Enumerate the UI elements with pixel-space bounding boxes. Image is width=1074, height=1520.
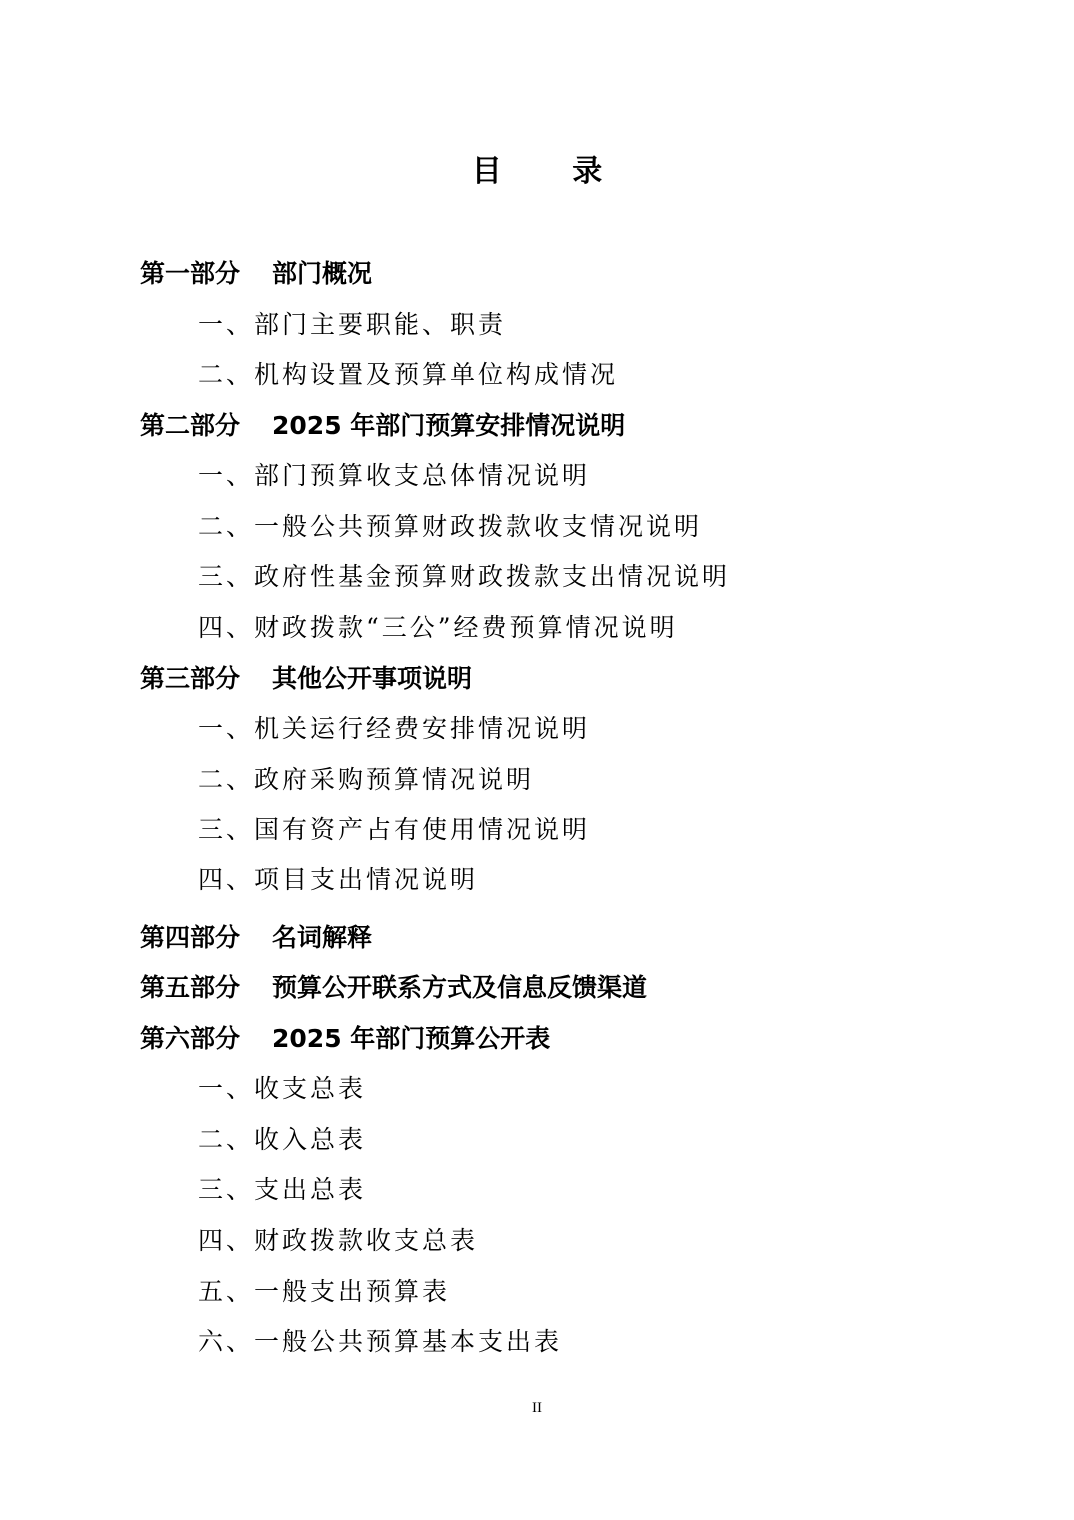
toc-entry[interactable]: 三、国有资产占有使用情况说明 [198,815,591,844]
toc-entry[interactable]: 五、一般支出预算表 [198,1277,451,1306]
part-number: 第三部分 [140,664,241,693]
part-number: 第一部分 [140,259,241,288]
toc-entry[interactable]: 一、收支总表 [198,1074,367,1103]
toc-part-6[interactable] [140,1021,550,1057]
toc-entry[interactable]: 二、政府采购预算情况说明 [198,765,535,794]
toc-part-4[interactable] [140,920,372,956]
toc-part-3[interactable] [140,661,472,697]
toc-entry[interactable]: 一、部门预算收支总体情况说明 [198,461,591,490]
toc-entry[interactable]: 六、一般公共预算基本支出表 [198,1327,563,1356]
part-title: 2025 年部门预算安排情况说明 [272,411,626,440]
toc-entry[interactable]: 一、部门主要职能、职责 [198,310,507,339]
part-title: 名词解释 [272,923,373,952]
toc-entry[interactable]: 三、支出总表 [198,1175,367,1204]
part-number: 第二部分 [140,411,241,440]
toc-entry[interactable]: 三、政府性基金预算财政拨款支出情况说明 [198,562,731,591]
toc-entry[interactable]: 二、一般公共预算财政拨款收支情况说明 [198,512,703,541]
toc-part-5[interactable] [140,970,647,1006]
toc-entry[interactable]: 一、机关运行经费安排情况说明 [198,714,591,743]
part-title: 预算公开联系方式及信息反馈渠道 [272,973,648,1002]
part-number: 第四部分 [140,923,241,952]
toc-entry[interactable]: 四、项目支出情况说明 [198,865,479,894]
toc-entry[interactable]: 二、收入总表 [198,1125,367,1154]
page-number: II [532,1400,542,1416]
page-title: 目 录 [471,154,633,189]
toc-entry[interactable]: 二、机构设置及预算单位构成情况 [198,360,619,389]
toc-part-2[interactable] [140,408,625,444]
part-title: 其他公开事项说明 [272,664,473,693]
toc-entry[interactable]: 四、财政拨款“三公”经费预算情况说明 [198,613,678,642]
part-number: 第六部分 [140,1024,241,1053]
toc-entry[interactable]: 四、财政拨款收支总表 [198,1226,479,1255]
part-title: 2025 年部门预算公开表 [272,1024,551,1053]
part-number: 第五部分 [140,973,241,1002]
part-title: 部门概况 [272,259,373,288]
toc-part-1[interactable] [140,256,372,292]
